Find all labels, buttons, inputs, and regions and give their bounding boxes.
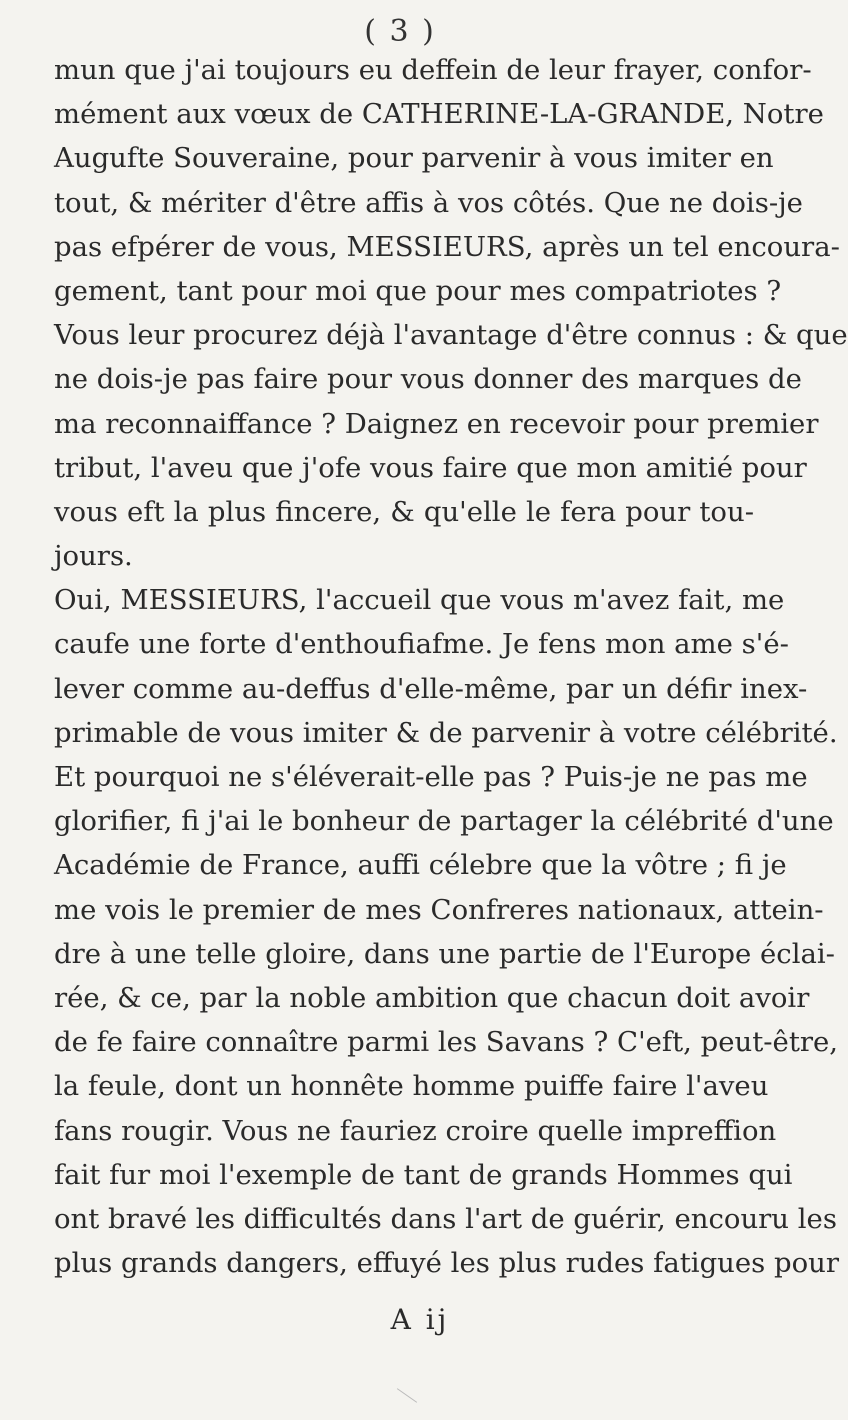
text-line: primable de vous imiter & de parvenir à votre célébrité. <box>54 716 838 749</box>
text-line: ma reconnaiffance ? Daignez en recevoir pour premier <box>54 407 819 440</box>
text-line: gement, tant pour moi que pour mes compatriotes ? <box>54 274 782 307</box>
text-line: plus grands dangers, effuyé les plus rudes fatigues pour <box>54 1247 840 1280</box>
text-line: ont bravé les difficultés dans l'art de guérir, encouru les <box>54 1202 837 1235</box>
body-text <box>54 48 848 1285</box>
text-line: Académie de France, auffi célebre que la vôtre ; fi je <box>54 849 787 882</box>
text-line: tribut, l'aveu que j'ofe vous faire que mon amitié pour <box>54 451 807 484</box>
text-line: rée, & ce, par la noble ambition que chacun doit avoir <box>54 981 810 1014</box>
text-line: Et pourquoi ne s'éléverait-elle pas ? Puis-je ne pas me <box>54 761 808 793</box>
text-line: pas efpérer de vous, MESSIEURS, après un tel encoura- <box>54 230 840 263</box>
text-line: fans rougir. Vous ne fauriez croire quelle impreffion <box>54 1114 777 1147</box>
text-line: fait fur moi l'exemple de tant de grands Hommes qui <box>54 1158 793 1191</box>
text-line: lever comme au-deffus d'elle-même, par un défir inex- <box>54 672 808 705</box>
text-line: la feule, dont un honnête homme puiffe faire l'aveu <box>54 1070 769 1103</box>
text-line: glorifier, fi j'ai le bonheur de partager la célébrité d'une <box>54 805 834 838</box>
page-number: ( 3 ) <box>364 14 436 49</box>
text-line: vous eft la plus fincere, & qu'elle le fera pour tou- <box>54 495 754 528</box>
text-line: Oui, MESSIEURS, l'accueil que vous m'avez fait, me <box>54 584 785 617</box>
text-line: de fe faire connaître parmi les Savans ? C'eft, peut-être, <box>54 1026 839 1059</box>
text-line: ne dois-je pas faire pour vous donner des marques de <box>54 363 802 396</box>
text-line: me vois le premier de mes Confreres nationaux, attein- <box>54 893 824 926</box>
text-line: Augufte Souveraine, pour parvenir à vous imiter en <box>54 142 774 175</box>
signature-mark: A ij <box>390 1303 450 1336</box>
text-line: jours. <box>54 540 133 573</box>
text-line: mun que j'ai toujours eu deffein de leur frayer, confor- <box>54 54 812 86</box>
paper-mark <box>397 1388 417 1403</box>
text-line: mément aux vœux de CATHERINE-LA-GRANDE, Notre <box>54 98 824 131</box>
text-line: tout, & mériter d'être affis à vos côtés. Que ne dois-je <box>54 186 803 219</box>
text-line: caufe une forte d'enthoufiafme. Je fens mon ame s'é- <box>54 628 789 661</box>
text-line: dre à une telle gloire, dans une partie de l'Europe éclai- <box>54 937 835 970</box>
text-line: Vous leur procurez déjà l'avantage d'être connus : & que <box>54 319 848 352</box>
